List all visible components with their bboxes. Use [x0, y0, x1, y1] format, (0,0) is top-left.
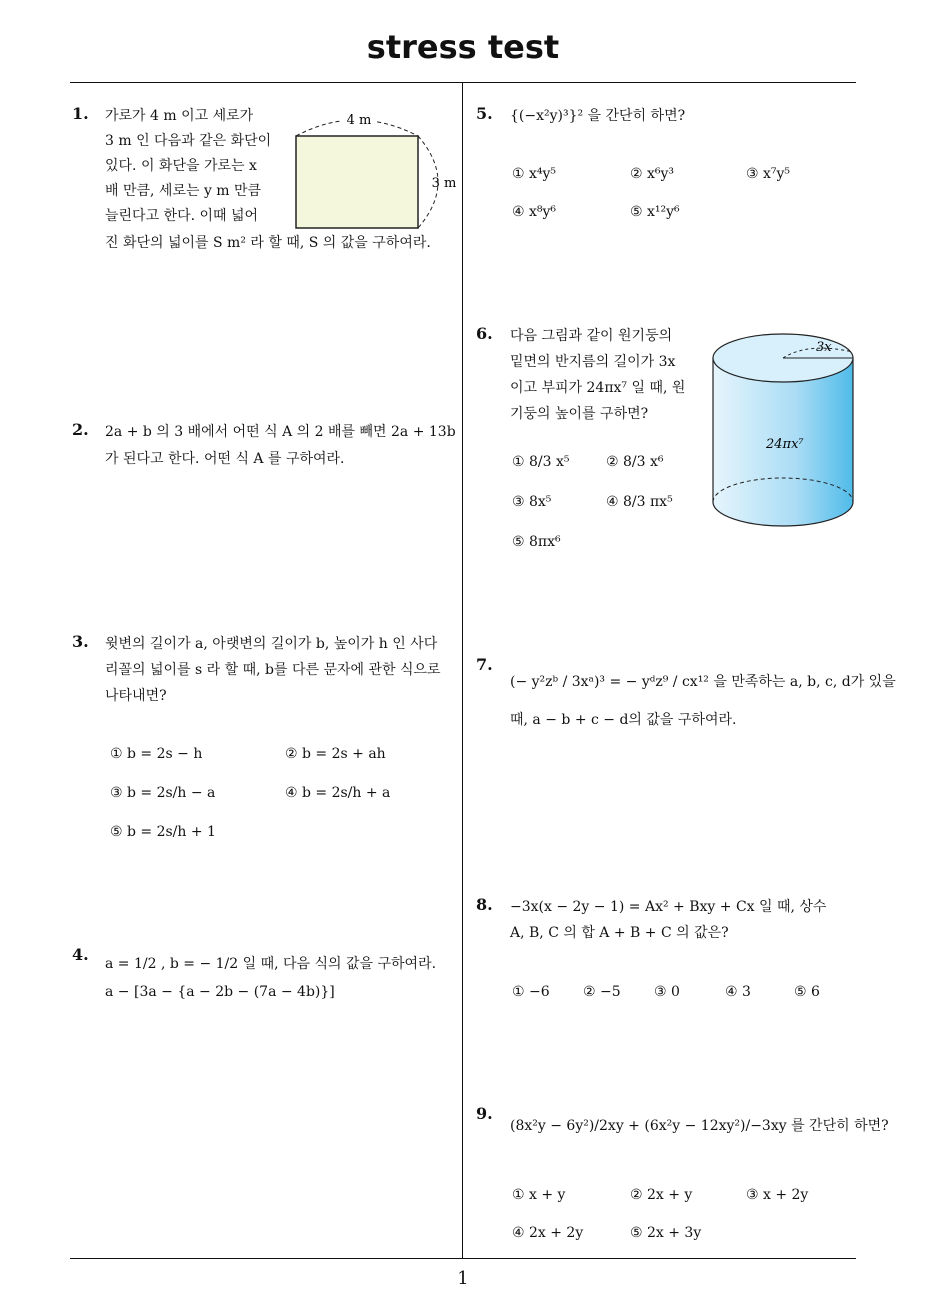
q3-line-2: 리꼴의 넓이를 s 라 할 때, b를 다른 문자에 관한 식으로	[105, 662, 441, 678]
q8-option-4[interactable]: ④ 3	[725, 984, 751, 1000]
column-divider	[462, 83, 463, 1258]
q6-option-4[interactable]: ④ 8/3 πx⁵	[606, 494, 673, 510]
q3-option-3[interactable]: ③ b = 2s/h − a	[110, 785, 216, 801]
q7-line-1: (− y²zᵇ / 3xᵃ)³ = − yᵈz⁹ / cx¹² 을 만족하는 a, b, c, d가 있을	[510, 674, 896, 690]
q3-option-2[interactable]: ② b = 2s + ah	[285, 746, 386, 762]
q8-option-3[interactable]: ③ 0	[654, 984, 680, 1000]
q3-option-5[interactable]: ⑤ b = 2s/h + 1	[110, 824, 216, 840]
q8-line-2: A, B, C 의 합 A + B + C 의 값은?	[510, 925, 729, 941]
page-number: 1	[457, 1268, 469, 1289]
q9-option-4[interactable]: ④ 2x + 2y	[512, 1225, 584, 1241]
q1-line-2: 3 m 인 다음과 같은 화단이	[105, 133, 272, 149]
q8-option-5[interactable]: ⑤ 6	[794, 984, 820, 1000]
footer-rule	[70, 1258, 856, 1259]
q3-option-4[interactable]: ④ b = 2s/h + a	[285, 785, 391, 801]
q6-line-4: 기둥의 높이를 구하면?	[510, 406, 649, 422]
header-rule	[70, 82, 856, 83]
q4-line-2: a − [3a − {a − 2b − (7a − 4b)}]	[105, 984, 335, 1000]
q7-line-2: 때, a − b + c − d의 값을 구하여라.	[510, 712, 737, 728]
q1-number: 1.	[72, 104, 89, 123]
q6-option-1[interactable]: ① 8/3 x⁵	[512, 454, 570, 470]
q1-fig-width-label: 4 m	[346, 113, 372, 128]
q8-option-2[interactable]: ② −5	[583, 984, 621, 1000]
q3-line-1: 윗변의 길이가 a, 아랫변의 길이가 b, 높이가 h 인 사다	[105, 636, 438, 652]
q3-line-3: 나타내면?	[105, 688, 167, 704]
q5-option-3[interactable]: ③ x⁷y⁵	[746, 166, 791, 182]
q6-cylinder-figure	[708, 330, 858, 535]
q6-option-2[interactable]: ② 8/3 x⁶	[606, 454, 664, 470]
q9-option-3[interactable]: ③ x + 2y	[746, 1187, 809, 1203]
q5-stem: {(−x²y)³}² 을 간단히 하면?	[510, 108, 686, 124]
q6-fig-volume-label: 24πx⁷	[766, 437, 804, 452]
q4-number: 4.	[72, 945, 89, 964]
q6-line-3: 이고 부피가 24πx⁷ 일 때, 원	[510, 380, 686, 396]
q2-line-1: 2a + b 의 3 배에서 어떤 식 A 의 2 배를 빼면 2a + 13b	[105, 424, 456, 440]
q9-number: 9.	[476, 1104, 493, 1123]
q9-option-1[interactable]: ① x + y	[512, 1187, 566, 1203]
q6-option-5[interactable]: ⑤ 8πx⁶	[512, 534, 561, 550]
q6-line-2: 밑면의 반지름의 길이가 3x	[510, 354, 676, 370]
q5-option-1[interactable]: ① x⁴y⁵	[512, 166, 557, 182]
q7-number: 7.	[476, 655, 493, 674]
q1-line-4: 배 만큼, 세로는 y m 만큼	[105, 183, 262, 199]
q8-option-1[interactable]: ① −6	[512, 984, 550, 1000]
q1-rectangle-figure	[290, 110, 460, 235]
q5-option-2[interactable]: ② x⁶y³	[630, 166, 675, 182]
q6-number: 6.	[476, 324, 493, 343]
q5-option-5[interactable]: ⑤ x¹²y⁶	[630, 204, 680, 220]
q6-option-3[interactable]: ③ 8x⁵	[512, 494, 552, 510]
q3-option-1[interactable]: ① b = 2s − h	[110, 746, 203, 762]
q1-line-5: 늘린다고 한다. 이때 넓어	[105, 208, 259, 224]
q1-line-6: 진 화단의 넓이를 S m² 라 할 때, S 의 값을 구하여라.	[105, 235, 431, 251]
q6-line-1: 다음 그림과 같이 원기둥의	[510, 328, 673, 344]
q9-option-2[interactable]: ② 2x + y	[630, 1187, 693, 1203]
q1-line-1: 가로가 4 m 이고 세로가	[105, 108, 254, 124]
q8-line-1: −3x(x − 2y − 1) = Ax² + Bxy + Cx 일 때, 상수	[510, 899, 827, 915]
q1-line-3: 있다. 이 화단을 가로는 x	[105, 158, 257, 174]
q9-stem: (8x²y − 6y²)/2xy + (6x²y − 12xy²)/−3xy 를 간단히 하면?	[510, 1118, 889, 1134]
q2-number: 2.	[72, 420, 89, 439]
q8-number: 8.	[476, 895, 493, 914]
q5-number: 5.	[476, 104, 493, 123]
q2-line-2: 가 된다고 한다. 어떤 식 A 를 구하여라.	[105, 451, 345, 467]
q5-option-4[interactable]: ④ x⁸y⁶	[512, 204, 557, 220]
q1-fig-height-label: 3 m	[431, 176, 457, 191]
page-title: stress test	[366, 28, 560, 66]
q6-fig-radius-label: 3x	[816, 340, 832, 355]
q4-line-1: a = 1/2 , b = − 1/2 일 때, 다음 식의 값을 구하여라.	[105, 956, 437, 972]
q9-option-5[interactable]: ⑤ 2x + 3y	[630, 1225, 702, 1241]
q3-number: 3.	[72, 632, 89, 651]
